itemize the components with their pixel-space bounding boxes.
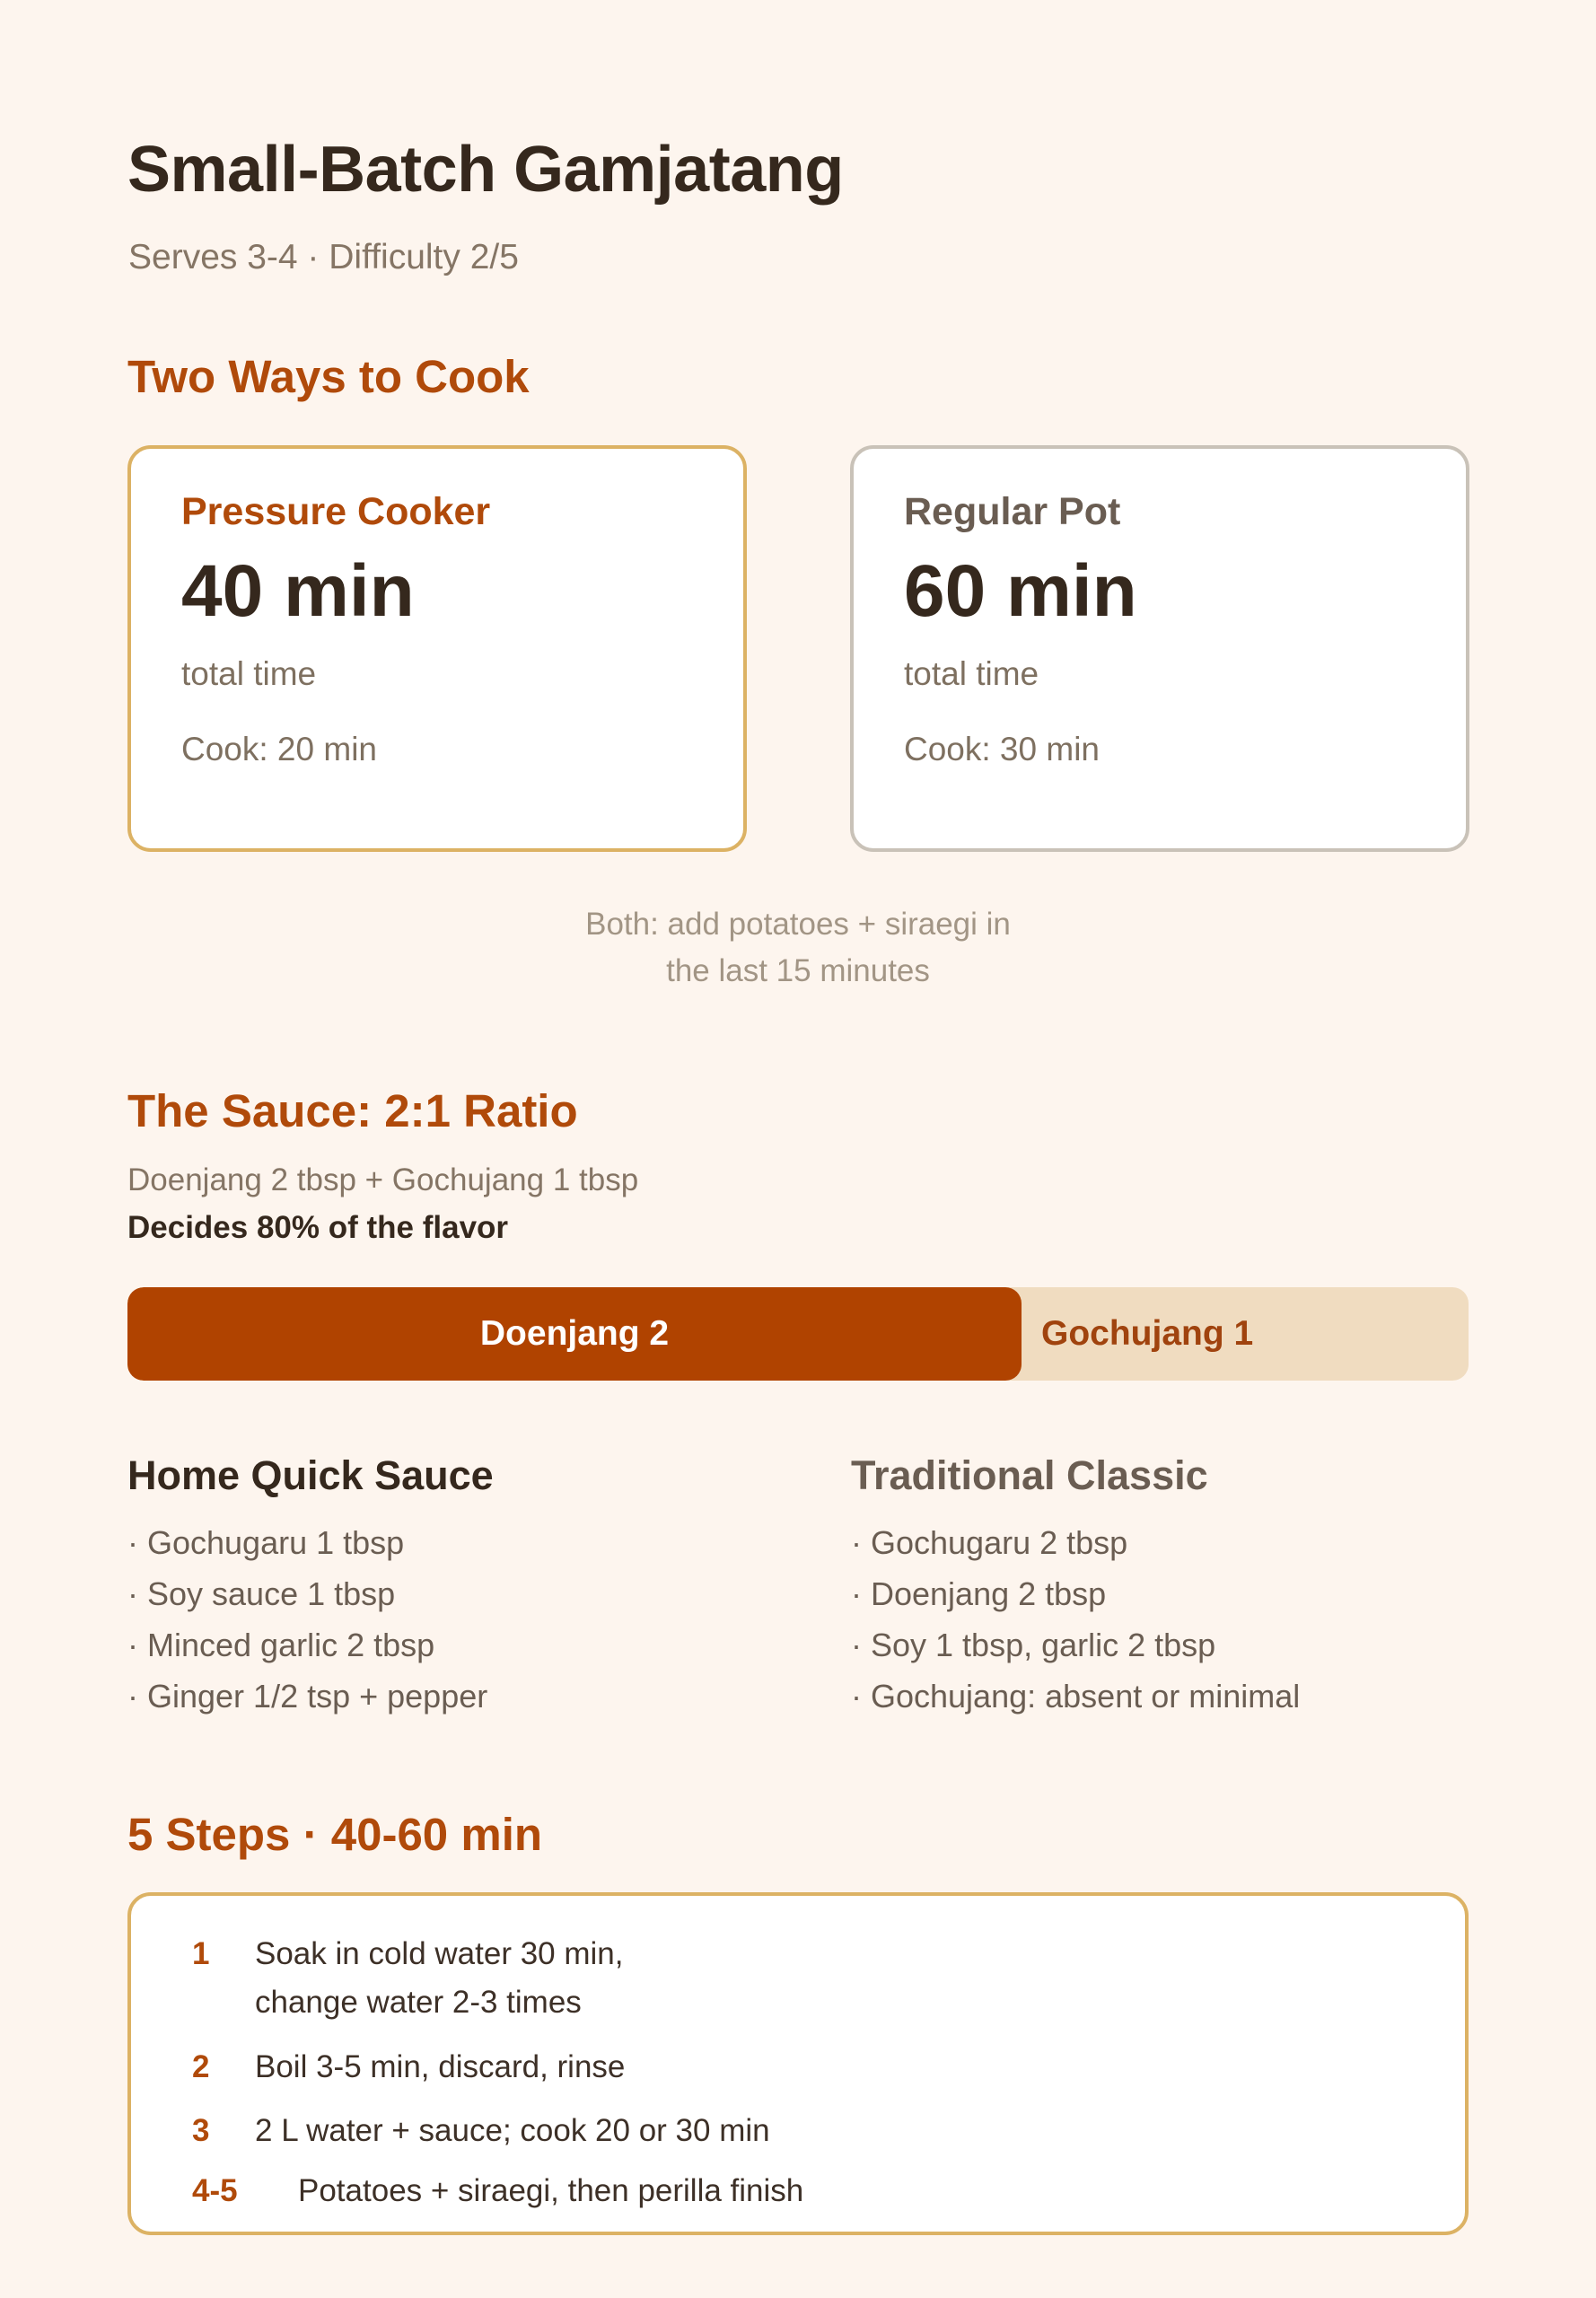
steps-box [127, 1892, 1469, 2235]
sauce-emphasis: Decides 80% of the flavor [127, 1210, 509, 1245]
total-time-label: total time [904, 655, 1039, 692]
list-item: · Ginger 1/2 tsp + pepper [127, 1678, 488, 1715]
sauce-ratio-bar [127, 1287, 1469, 1381]
list-item: · Minced garlic 2 tbsp [127, 1627, 435, 1663]
methods-heading: Two Ways to Cook [127, 351, 530, 402]
method-name: Regular Pot [904, 490, 1121, 533]
steps-heading: 5 Steps · 40-60 min [127, 1809, 543, 1860]
list-item: · Gochugaru 1 tbsp [127, 1524, 405, 1561]
cook-time: Cook: 20 min [181, 731, 377, 767]
step-number: 2 [192, 2049, 210, 2084]
list-item: · Gochujang: absent or minimal [851, 1678, 1301, 1715]
traditional-sauce-title: Traditional Classic [851, 1452, 1208, 1498]
doenjang-label: Doenjang 2 [479, 1314, 670, 1353]
step-text [255, 1930, 623, 2027]
step-line: change water 2-3 times [255, 1985, 582, 2020]
step-number: 3 [192, 2113, 210, 2148]
recipe-meta: Serves 3-4 · Difficulty 2/5 [128, 238, 519, 276]
home-sauce-list [127, 1520, 487, 1724]
list-item: · Gochugaru 2 tbsp [851, 1524, 1128, 1561]
traditional-sauce-list [851, 1520, 1300, 1724]
cook-time: Cook: 30 min [904, 731, 1100, 767]
step-number: 1 [192, 1936, 210, 1971]
note-line: Both: add potatoes + siraegi in [585, 907, 1011, 942]
list-item: · Soy sauce 1 tbsp [127, 1575, 396, 1612]
step-number: 4-5 [192, 2173, 238, 2208]
page-title: Small-Batch Gamjatang [127, 134, 844, 206]
step-line: Soak in cold water 30 min, [255, 1936, 624, 1971]
step-text: 2 L water + sauce; cook 20 or 30 min [255, 2113, 770, 2148]
sauce-heading: The Sauce: 2:1 Ratio [127, 1085, 578, 1136]
total-time-value: 60 min [904, 550, 1137, 632]
step-text: Boil 3-5 min, discard, rinse [255, 2049, 626, 2084]
list-item: · Soy 1 tbsp, garlic 2 tbsp [851, 1627, 1216, 1663]
home-sauce-title: Home Quick Sauce [127, 1452, 494, 1498]
gochujang-label: Gochujang 1 [1041, 1314, 1254, 1353]
pressure-cooker-card [127, 445, 747, 852]
method-name: Pressure Cooker [181, 490, 491, 533]
step-text: Potatoes + siraegi, then perilla finish [298, 2173, 804, 2208]
total-time-label: total time [181, 655, 317, 692]
list-item: · Doenjang 2 tbsp [851, 1575, 1107, 1612]
total-time-value: 40 min [181, 550, 415, 632]
regular-pot-card [850, 445, 1469, 852]
note-line: the last 15 minutes [666, 953, 930, 988]
methods-note [0, 901, 1596, 995]
sauce-ratio-text: Doenjang 2 tbsp + Gochujang 1 tbsp [127, 1162, 639, 1197]
